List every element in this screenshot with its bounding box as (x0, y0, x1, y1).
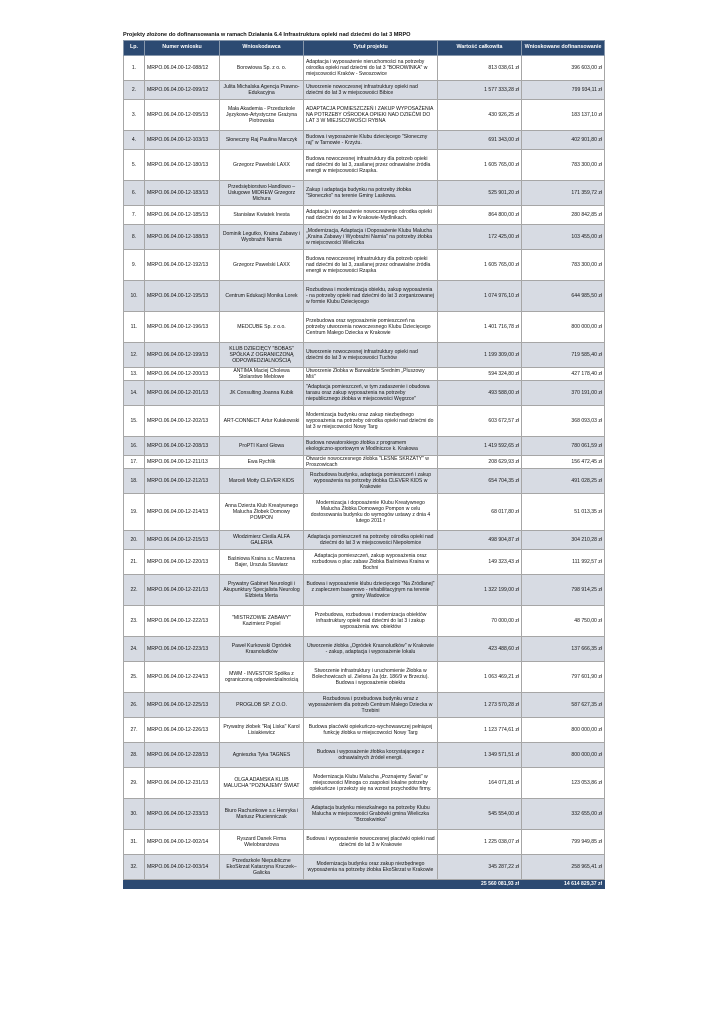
cell-requested-funding: 797 601,90 zł (522, 662, 605, 693)
cell-requested-funding: 800 000,00 zł (522, 743, 605, 768)
cell-row-number: 25. (124, 662, 145, 693)
cell-application-number: MRPO.06.04.00-12-199/13 (145, 343, 220, 368)
table-row (124, 206, 605, 225)
cell-row-number: 10. (124, 281, 145, 312)
cell-project-title: Otwarcie nowoczesnego żłobka "LEŚNE SKRZATY" w Proszowicach (304, 456, 438, 469)
header-project-title: Tytuł projektu (304, 41, 438, 56)
table-row (124, 281, 605, 312)
cell-total-value: 498 904,87 zł (438, 531, 522, 550)
table-row (124, 575, 605, 606)
cell-application-number: MRPO.06.04.00-12-212/13 (145, 469, 220, 494)
cell-requested-funding: 258 965,41 zł (522, 855, 605, 880)
cell-applicant: Dominik Legutko, Kraina Zabawy i Wyobraźni Narnia (220, 225, 304, 250)
cell-total-value: 1 225 038,07 zł (438, 830, 522, 855)
cell-total-value: 70 000,00 zł (438, 606, 522, 637)
cell-project-title: Modernizacja budynku oraz zakup niezbędnego wyposażenia na potrzeby ośrodka opieki nad dziećmi do lat 3 w miejscowości Nowy Targ (304, 406, 438, 437)
cell-applicant: Anna Dzierża Klub Kreatywnego Malucha Żłobek Domowy POMPON (220, 494, 304, 531)
table-row (124, 131, 605, 150)
cell-total-value: 1 074 976,10 zł (438, 281, 522, 312)
cell-requested-funding: 368 093,03 zł (522, 406, 605, 437)
cell-requested-funding: 800 000,00 zł (522, 312, 605, 343)
cell-application-number: MRPO.06.04.00-12-226/13 (145, 718, 220, 743)
cell-application-number: MRPO.06.04.00-12-099/12 (145, 81, 220, 100)
cell-applicant: Ryszard Danek Firma Wielobranżowa (220, 830, 304, 855)
cell-application-number: MRPO.06.04.00-12-214/13 (145, 494, 220, 531)
cell-project-title: Przebudowa oraz wyposażenie pomieszczeń na potrzeby utworzenia nowoczesnego Klubu Dziecięcego Centrum Małego Dziecka w Krakowie (304, 312, 438, 343)
cell-applicant: Mała Akademia - Przedszkole Językowo-Artystyczne Grażyna Piotrowska (220, 100, 304, 131)
cell-project-title: Budowa i wyposażenie nowoczesnej placówki opieki nad dziećmi do lat 3 w Krakowie (304, 830, 438, 855)
table-row (124, 830, 605, 855)
cell-row-number: 8. (124, 225, 145, 250)
table-header-row (124, 41, 605, 56)
cell-applicant: KLUB DZIECIĘCY "BOBAS" SPÓŁKA Z OGRANICZONĄ ODPOWIEDZIALNOŚCIĄ (220, 343, 304, 368)
cell-row-number: 18. (124, 469, 145, 494)
cell-applicant: "MISTRZOWIE ZABAWY" Kazimierz Popiel (220, 606, 304, 637)
cell-requested-funding: 396 603,00 zł (522, 56, 605, 81)
cell-applicant: Przedsiębiorstwo Handlowo – Usługowe MIDREW Grzegorz Michura (220, 181, 304, 206)
cell-application-number: MRPO.06.04.00-12-233/13 (145, 799, 220, 830)
cell-total-value: 345 287,22 zł (438, 855, 522, 880)
cell-applicant: Słoneczny Raj Paulina Marczyk (220, 131, 304, 150)
cell-total-value: 654 704,35 zł (438, 469, 522, 494)
cell-total-value: 68 017,80 zł (438, 494, 522, 531)
cell-project-title: Rozbudowa budynku, adaptacja pomieszczeń i zakup wyposażenia na potrzeby żłobka CLEVER KIDS w Krakowie (304, 469, 438, 494)
cell-requested-funding: 644 985,50 zł (522, 281, 605, 312)
table-row (124, 693, 605, 718)
cell-requested-funding: 51 013,35 zł (522, 494, 605, 531)
table-body (124, 56, 605, 880)
cell-application-number: MRPO.06.04.00-12-220/13 (145, 550, 220, 575)
cell-applicant: Ewa Rychlik (220, 456, 304, 469)
cell-applicant: OLGA ADAMSKA KLUB MALUCHA "POZNAJEMY ŚWIAT (220, 768, 304, 799)
cell-requested-funding: 427 178,40 zł (522, 368, 605, 381)
cell-total-value: 164 071,81 zł (438, 768, 522, 799)
cell-total-value: 430 926,25 zł (438, 100, 522, 131)
cell-total-value: 545 554,00 zł (438, 799, 522, 830)
cell-project-title: Budowa i wyposażenie żłobka korzystającego z odnawialnych źródeł energii. (304, 743, 438, 768)
cell-application-number: MRPO.06.04.00-12-200/13 (145, 368, 220, 381)
cell-total-value: 1 199 309,00 zł (438, 343, 522, 368)
cell-project-title: Budowa nowoczesnej infrastruktury dla potrzeb opieki nad dziećmi do lat 3, zasilanej przez odnawialne źródła energii w miejscowości Rząska. (304, 150, 438, 181)
cell-application-number: MRPO.06.04.00-12-195/13 (145, 281, 220, 312)
header-applicant: Wnioskodawca (220, 41, 304, 56)
table-row (124, 606, 605, 637)
cell-total-value: 1 322 199,00 zł (438, 575, 522, 606)
cell-applicant: PROGLOB SP. Z O.O. (220, 693, 304, 718)
cell-total-value: 493 588,00 zł (438, 381, 522, 406)
cell-row-number: 13. (124, 368, 145, 381)
cell-requested-funding: 280 842,85 zł (522, 206, 605, 225)
cell-row-number: 24. (124, 637, 145, 662)
table-row (124, 100, 605, 131)
table-row (124, 550, 605, 575)
cell-total-value: 1 419 592,65 zł (438, 437, 522, 456)
cell-requested-funding: 799 934,11 zł (522, 81, 605, 100)
table-row (124, 81, 605, 100)
cell-row-number: 6. (124, 181, 145, 206)
document-title: Projekty złożone do dofinansowania w ramach Działania 6.4 Infrastruktura opieki nad dziećmi do lat 3 MRPO (123, 32, 411, 38)
header-lp: Lp. (124, 41, 145, 56)
totals-row (124, 880, 605, 889)
cell-project-title: Modernizacja Klubu Malucha „Poznajemy Świat" w miejscowości Minoga co zaspokoi lokalne potrzeby opiekuńcze i przełoży się na wzrost przychodów firmy. (304, 768, 438, 799)
cell-project-title: Rozbudowa i modernizacja obiektu, zakup wyposażenia - na potrzeby opieki nad dziećmi do lat 3 zorganizowanej w formie Klubu Dziecięcego (304, 281, 438, 312)
cell-application-number: MRPO.06.04.00-12-185/13 (145, 206, 220, 225)
cell-project-title: Adaptacja i wyposażenie nowoczesnego ośrodka opieki nad dziećmi do lat 3 w Krakowie-Mydlnikach. (304, 206, 438, 225)
cell-row-number: 15. (124, 406, 145, 437)
cell-requested-funding: 103 455,00 zł (522, 225, 605, 250)
cell-applicant: Marceli Motty CLEVER KIDS (220, 469, 304, 494)
cell-row-number: 30. (124, 799, 145, 830)
cell-application-number: MRPO.06.04.00-12-088/12 (145, 56, 220, 81)
cell-row-number: 14. (124, 381, 145, 406)
cell-applicant: Grzegorz Pawelski LAXX (220, 150, 304, 181)
cell-row-number: 16. (124, 437, 145, 456)
cell-requested-funding: 587 627,35 zł (522, 693, 605, 718)
cell-application-number: MRPO.06.04.00-12-180/13 (145, 150, 220, 181)
cell-row-number: 31. (124, 830, 145, 855)
cell-row-number: 3. (124, 100, 145, 131)
totals-spacer (124, 880, 438, 889)
cell-applicant: Stanisław Kwiatek Inesta (220, 206, 304, 225)
cell-applicant: MWM - INVESTOR Spółka z ograniczoną odpowiedzialnością (220, 662, 304, 693)
cell-total-value: 813 038,61 zł (438, 56, 522, 81)
document-page (123, 30, 604, 889)
cell-total-value: 1 349 571,51 zł (438, 743, 522, 768)
cell-applicant: ART-CONNECT Artur Kułakowski (220, 406, 304, 437)
cell-requested-funding: 800 000,00 zł (522, 718, 605, 743)
table-row (124, 799, 605, 830)
cell-total-value: 423 488,60 zł (438, 637, 522, 662)
cell-applicant: Borowiowa Sp. z o. o. (220, 56, 304, 81)
cell-requested-funding: 171 359,72 zł (522, 181, 605, 206)
cell-row-number: 17. (124, 456, 145, 469)
cell-total-value: 594 324,80 zł (438, 368, 522, 381)
cell-requested-funding: 183 137,10 zł (522, 100, 605, 131)
cell-project-title: Budowa placówki opiekuńczo-wychowawczej pełniącej funkcję żłobka w miejscowości Nowy Targ (304, 718, 438, 743)
cell-requested-funding: 370 191,00 zł (522, 381, 605, 406)
cell-applicant: Biuro Rachunkowe s.c Henryka i Mariusz Płucienniczak (220, 799, 304, 830)
cell-total-value: 1 123 774,61 zł (438, 718, 522, 743)
cell-applicant: Baśniowa Kraina s.c Marzena Bajer, Urszula Stawiarz (220, 550, 304, 575)
cell-total-value: 691 343,00 zł (438, 131, 522, 150)
cell-application-number: MRPO.06.04.00-12-183/13 (145, 181, 220, 206)
header-total-value: Wartość całkowita (438, 41, 522, 56)
table-row (124, 343, 605, 368)
cell-project-title: Adaptacja i wyposażenie nieruchomości na potrzeby ośrodka opieki nad dziećmi do lat 3 "BOROWINKA" w miejscowości Kraków - Swoszowice (304, 56, 438, 81)
cell-total-value: 525 901,20 zł (438, 181, 522, 206)
table-row (124, 181, 605, 206)
cell-project-title: "Adaptacja pomieszczeń, w tym zadaszenie i obudowa tarasu oraz zakup wyposażenia na potrzeby niepublicznego żłobka w miejscowości Węgrzce" (304, 381, 438, 406)
cell-project-title: Przebudowa, rozbudowa i modernizacja obiektów infrastruktury opieki nad dziećmi do lat 3 i zakup wyposażenia ww. obiektów (304, 606, 438, 637)
cell-application-number: MRPO.06.04.00-12-222/13 (145, 606, 220, 637)
cell-project-title: Utworzenie nowoczesnej infrastruktury opieki nad dziećmi do lat 3 w miejscowości Bibice (304, 81, 438, 100)
cell-application-number: MRPO.06.04.00-12-002/14 (145, 830, 220, 855)
table-row (124, 437, 605, 456)
cell-project-title: ADAPTACJA POMIESZCZEŃ I ZAKUP WYPOSAŻENIA NA POTRZEBY OŚRODKA OPIEKI NAD DZIEĆMI DO LAT 3 W MIEJSCOWOŚCI RYBNA (304, 100, 438, 131)
cell-total-value: 1 063 469,21 zł (438, 662, 522, 693)
table-row (124, 768, 605, 799)
cell-applicant: Przedszkole Niepubliczne EkoSkrzat Katarzyna Kruczek–Galicka (220, 855, 304, 880)
cell-requested-funding: 783 300,00 zł (522, 150, 605, 181)
table-row (124, 662, 605, 693)
cell-applicant: ANTIMA Maciej Cholewa Stolarstwo Meblowe (220, 368, 304, 381)
cell-application-number: MRPO.06.04.00-12-221/13 (145, 575, 220, 606)
cell-requested-funding: 111 992,57 zł (522, 550, 605, 575)
cell-requested-funding: 332 655,00 zł (522, 799, 605, 830)
table-row (124, 225, 605, 250)
total-value: 25 560 081,93 zł (438, 880, 522, 889)
cell-row-number: 26. (124, 693, 145, 718)
table-row (124, 637, 605, 662)
cell-total-value: 864 800,00 zł (438, 206, 522, 225)
cell-project-title: Stworzenie infrastruktury i uruchomienie Żłobka w Bolechowicach ul. Zielona 2a (dz. 186/9 w Brzeziu). Budowa i wyposażenie obiektu (304, 662, 438, 693)
cell-applicant: MEDCUBE Sp. z o.o. (220, 312, 304, 343)
cell-row-number: 2. (124, 81, 145, 100)
cell-applicant: Agnieszka Tyka TAGNES (220, 743, 304, 768)
cell-requested-funding: 798 914,25 zł (522, 575, 605, 606)
table-row (124, 56, 605, 81)
cell-row-number: 29. (124, 768, 145, 799)
cell-total-value: 1 577 333,28 zł (438, 81, 522, 100)
cell-total-value: 1 605 765,00 zł (438, 250, 522, 281)
cell-application-number: MRPO.06.04.00-12-208/13 (145, 437, 220, 456)
cell-requested-funding: 783 300,00 zł (522, 250, 605, 281)
cell-project-title: „Modernizacja, Adaptacja i Doposażenie Klubu Malucha „Kraina Zabawy i Wyobraźni Narnia" na potrzeby żłobka w miejscowości Wieliczka (304, 225, 438, 250)
cell-application-number: MRPO.06.04.00-12-196/13 (145, 312, 220, 343)
cell-application-number: MRPO.06.04.00-12-188/13 (145, 225, 220, 250)
cell-applicant: Prywatny żłobek "Raj Liska" Karol Lisiakiewicz (220, 718, 304, 743)
cell-application-number: MRPO.06.04.00-12-211/13 (145, 456, 220, 469)
cell-row-number: 7. (124, 206, 145, 225)
cell-application-number: MRPO.06.04.00-12-231/13 (145, 768, 220, 799)
cell-project-title: Budowa i wyposażenie Klubu dziecięcego "Słoneczny raj" w Tarnowie - Krzyżu. (304, 131, 438, 150)
table-row (124, 469, 605, 494)
cell-requested-funding: 799 949,85 zł (522, 830, 605, 855)
cell-requested-funding: 780 061,59 zł (522, 437, 605, 456)
cell-applicant: Centrum Edukacji Monika Lorek (220, 281, 304, 312)
cell-row-number: 12. (124, 343, 145, 368)
cell-application-number: MRPO.06.04.00-12-192/13 (145, 250, 220, 281)
table-row (124, 855, 605, 880)
cell-row-number: 9. (124, 250, 145, 281)
cell-row-number: 19. (124, 494, 145, 531)
cell-project-title: Adaptacja pomieszczeń, zakup wyposażenia oraz rozbudowa o plac zabaw Żłobka Baśniowa Kraina w Bochni (304, 550, 438, 575)
cell-row-number: 27. (124, 718, 145, 743)
cell-application-number: MRPO.06.04.00-12-103/13 (145, 131, 220, 150)
cell-requested-funding: 402 901,80 zł (522, 131, 605, 150)
cell-application-number: MRPO.06.04.00-12-003/14 (145, 855, 220, 880)
cell-row-number: 28. (124, 743, 145, 768)
table-row (124, 494, 605, 531)
table-row (124, 150, 605, 181)
table-row (124, 718, 605, 743)
table-row (124, 406, 605, 437)
cell-row-number: 21. (124, 550, 145, 575)
projects-table (123, 40, 605, 889)
cell-total-value: 1 273 570,28 zł (438, 693, 522, 718)
cell-requested-funding: 304 210,28 zł (522, 531, 605, 550)
cell-project-title: Utworzenie nowoczesnej infrastruktury opieki nad dziećmi do lat 3 w miejscowości Tuchów (304, 343, 438, 368)
cell-applicant: Grzegorz Pawelski LAXX (220, 250, 304, 281)
cell-requested-funding: 137 666,35 zł (522, 637, 605, 662)
cell-applicant: Julita Michalska Agencja Prawno-Edukacyjna (220, 81, 304, 100)
cell-row-number: 23. (124, 606, 145, 637)
cell-requested-funding: 48 750,00 zł (522, 606, 605, 637)
table-row (124, 250, 605, 281)
cell-row-number: 1. (124, 56, 145, 81)
header-requested-funding: Wnioskowane dofinansowanie (522, 41, 605, 56)
cell-applicant: Włodzimierz Cieśla ALFA GALERIA (220, 531, 304, 550)
cell-row-number: 20. (124, 531, 145, 550)
table-row (124, 456, 605, 469)
cell-applicant: Prywatny Gabinet Neurologii i Akupunktury Specjalista Neurolog Elżbieta Merta (220, 575, 304, 606)
cell-project-title: Budowa nowatorskiego żłobka z programem ekologiczno-sportowym w Modlniczce k. Krakowa (304, 437, 438, 456)
cell-application-number: MRPO.06.04.00-12-228/13 (145, 743, 220, 768)
cell-application-number: MRPO.06.04.00-12-215/13 (145, 531, 220, 550)
cell-applicant: ProPTI Karol Głowa (220, 437, 304, 456)
total-requested-funding: 14 614 829,37 zł (522, 880, 605, 889)
cell-row-number: 22. (124, 575, 145, 606)
table-row (124, 531, 605, 550)
cell-project-title: Utworzenie żłobka „Ogródek Krasnoludków" w Krakowie - zakup, adaptacja i wyposażenie lokalu (304, 637, 438, 662)
cell-project-title: Budowa i wyposażenie klubu dziecięcego "Na Zródlanej" z zapleczem basenowo - rehabilitacyjnym na terenie gminy Wadowice (304, 575, 438, 606)
cell-total-value: 149 323,43 zł (438, 550, 522, 575)
cell-applicant: JK Consulting Joanna Kubik (220, 381, 304, 406)
cell-application-number: MRPO.06.04.00-12-224/13 (145, 662, 220, 693)
cell-application-number: MRPO.06.04.00-12-201/13 (145, 381, 220, 406)
cell-project-title: Adaptacja pomieszczeń na potrzeby ośrodka opieki nad dziećmi do lat 3 w miejscowości Niepołomice (304, 531, 438, 550)
cell-requested-funding: 156 472,45 zł (522, 456, 605, 469)
cell-requested-funding: 491 028,25 zł (522, 469, 605, 494)
header-application-number: Numer wniosku (145, 41, 220, 56)
table-row (124, 743, 605, 768)
cell-application-number: MRPO.06.04.00-12-225/13 (145, 693, 220, 718)
table-row (124, 312, 605, 343)
table-row (124, 381, 605, 406)
cell-total-value: 1 605 765,00 zł (438, 150, 522, 181)
cell-row-number: 5. (124, 150, 145, 181)
cell-project-title: Utworzenie Żłobka w Barwałdzie Średnim „Pluszowy Miś" (304, 368, 438, 381)
cell-project-title: Zakup i adaptacja budynku na potrzeby żłobka "Słoneczko" na terenie Gminy Laskowa. (304, 181, 438, 206)
cell-project-title: Budowa nowoczesnej infrastruktury dla potrzeb opieki nad dziećmi do lat 3, zasilanej przez odnawialne źródła energii w miejscowości Rząska (304, 250, 438, 281)
cell-project-title: Modernizacja budynku oraz zakup niezbędnego wyposażenia na potrzeby żłobka EkoSkrzat w Krakowie (304, 855, 438, 880)
cell-total-value: 208 629,93 zł (438, 456, 522, 469)
cell-total-value: 172 425,00 zł (438, 225, 522, 250)
cell-application-number: MRPO.06.04.00-12-202/13 (145, 406, 220, 437)
table-row (124, 368, 605, 381)
cell-applicant: Paweł Kurkowski Ogródek Krasnoludków (220, 637, 304, 662)
cell-row-number: 32. (124, 855, 145, 880)
cell-total-value: 1 401 716,78 zł (438, 312, 522, 343)
cell-requested-funding: 123 053,86 zł (522, 768, 605, 799)
cell-row-number: 11. (124, 312, 145, 343)
cell-project-title: Modernizacja i doposażenie Klubu Kreatywnego Malucha Żłobka Domowego Pompon w celu dostosowania budynku do wymogów ustawy z dnia 4 lutego 2011 r (304, 494, 438, 531)
cell-application-number: MRPO.06.04.00-12-223/13 (145, 637, 220, 662)
cell-project-title: Adaptacja budynku mieszkalnego na potrzeby Klubu Malucha w miejscowości Grabówki gmina Wieliczka "Brzoskwinka" (304, 799, 438, 830)
cell-project-title: Rozbudowa i przebudowa budynku wraz z wyposażeniem dla potrzeb Centrum Małego Dziecka w Trzebini (304, 693, 438, 718)
cell-row-number: 4. (124, 131, 145, 150)
cell-application-number: MRPO.06.04.00-12-095/13 (145, 100, 220, 131)
cell-total-value: 603 672,57 zł (438, 406, 522, 437)
cell-requested-funding: 719 585,40 zł (522, 343, 605, 368)
